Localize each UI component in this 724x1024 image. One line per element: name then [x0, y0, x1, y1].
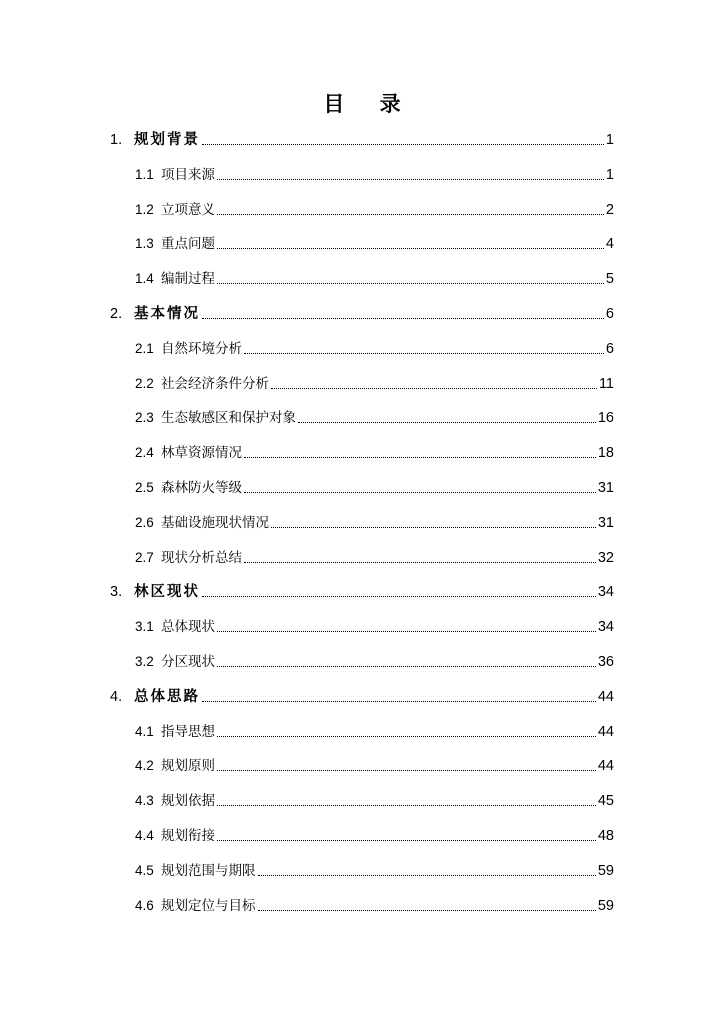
toc-section-entry[interactable] [135, 722, 614, 742]
toc-entry-title: 总体现状 [161, 619, 215, 636]
toc-entry-page-number: 18 [597, 445, 614, 462]
toc-entry-title: 立项意义 [161, 201, 215, 218]
toc-entry-title: 规划范围与期限 [161, 862, 256, 879]
toc-entry-title: 规划定位与目标 [161, 897, 256, 914]
toc-dot-leader [217, 770, 596, 771]
toc-entry-title: 森林防火等级 [161, 480, 242, 496]
toc-entry-number: 4.5 [135, 862, 154, 878]
toc-entry-page-number: 34 [597, 584, 614, 601]
toc-dot-leader [271, 527, 596, 528]
toc-dot-leader [217, 214, 604, 215]
toc-entry-number: 2. [110, 306, 123, 322]
toc-entry-page-number: 44 [597, 723, 614, 740]
toc-dot-leader [217, 283, 604, 284]
toc-entry-page-number: 2 [605, 201, 614, 218]
toc-section-entry[interactable] [135, 443, 614, 463]
toc-entry-number: 1.1 [135, 166, 154, 182]
toc-dot-leader [217, 840, 596, 841]
toc-entry-page-number: 16 [597, 410, 614, 427]
toc-dot-leader [244, 457, 596, 458]
toc-entry-number: 1. [110, 132, 123, 148]
toc-entry-title: 规划背景 [134, 132, 200, 148]
toc-entry-number: 1.3 [135, 236, 154, 252]
toc-section-entry[interactable] [135, 339, 614, 359]
toc-chapter-entry[interactable] [110, 687, 614, 707]
toc-entry-number: 4.2 [135, 758, 154, 774]
toc-entry-page-number: 34 [597, 619, 614, 636]
toc-section-entry[interactable] [135, 478, 614, 498]
toc-entry-number: 2.7 [135, 549, 154, 565]
toc-entry-title: 基础设施现状情况 [161, 514, 269, 531]
toc-section-entry[interactable] [135, 269, 614, 289]
toc-entry-title: 林草资源情况 [161, 445, 242, 462]
toc-entry-page-number: 59 [597, 862, 614, 879]
toc-chapter-entry[interactable] [110, 582, 614, 602]
toc-dot-leader [244, 492, 596, 493]
toc-section-entry[interactable] [135, 165, 614, 185]
toc-chapter-entry[interactable] [110, 130, 614, 150]
toc-entry-page-number: 44 [597, 688, 614, 705]
toc-entry-title: 现状分析总结 [161, 549, 242, 566]
toc-entry-page-number: 44 [597, 758, 614, 775]
toc-entry-number: 3. [110, 584, 123, 601]
toc-section-entry[interactable] [135, 826, 614, 846]
toc-entry-title: 规划原则 [161, 758, 215, 775]
toc-dot-leader [202, 701, 596, 702]
toc-chapter-entry[interactable] [110, 304, 614, 324]
toc-dot-leader [202, 596, 596, 597]
toc-entry-page-number: 6 [605, 306, 614, 322]
toc-entry-number: 1.4 [135, 271, 154, 287]
toc-dot-leader [202, 144, 604, 145]
toc-entry-page-number: 11 [598, 375, 614, 392]
toc-section-entry[interactable] [135, 652, 614, 672]
toc-entry-number: 4.6 [135, 897, 154, 913]
toc-entry-number: 2.4 [135, 445, 154, 461]
toc-section-entry[interactable] [135, 374, 614, 394]
toc-section-entry[interactable] [135, 548, 614, 568]
toc-entry-number: 4.1 [135, 723, 154, 739]
toc-section-entry[interactable] [135, 791, 614, 811]
toc-entry-number: 2.3 [135, 410, 154, 426]
toc-section-entry[interactable] [135, 861, 614, 881]
toc-entry-page-number: 1 [605, 132, 614, 148]
toc-entry-title: 生态敏感区和保护对象 [161, 410, 296, 427]
toc-entry-number: 3.2 [135, 654, 154, 669]
toc-entry-page-number: 59 [597, 897, 614, 914]
toc-section-entry[interactable] [135, 896, 614, 916]
toc-entry-number: 2.5 [135, 480, 154, 495]
toc-section-entry[interactable] [135, 408, 614, 428]
toc-dot-leader [298, 422, 596, 423]
toc-entry-page-number: 45 [597, 793, 614, 810]
toc-entry-number: 4. [110, 688, 123, 705]
toc-entry-page-number: 36 [597, 654, 614, 670]
toc-entry-title: 社会经济条件分析 [161, 375, 269, 392]
toc-dot-leader [244, 353, 604, 354]
toc-dot-leader [244, 562, 596, 563]
toc-entry-title: 规划衔接 [161, 828, 215, 844]
toc-entry-title: 自然环境分析 [161, 340, 242, 357]
toc-dot-leader [217, 805, 596, 806]
toc-dot-leader [258, 910, 596, 911]
toc-entry-number: 4.4 [135, 828, 154, 843]
toc-entry-title: 项目来源 [161, 166, 215, 183]
toc-dot-leader [258, 875, 596, 876]
toc-entry-title: 规划依据 [161, 793, 215, 810]
toc-entry-number: 2.6 [135, 514, 154, 530]
toc-entry-number: 1.2 [135, 201, 154, 217]
toc-dot-leader [217, 631, 596, 632]
toc-entry-title: 基本情况 [134, 306, 200, 322]
toc-entry-title: 林区现状 [134, 584, 200, 601]
toc-dot-leader [217, 248, 604, 249]
toc-entry-title: 编制过程 [161, 271, 215, 288]
toc-entry-page-number: 4 [605, 236, 614, 253]
toc-entry-number: 2.2 [135, 375, 154, 391]
toc-entry-page-number: 31 [597, 514, 614, 531]
toc-section-entry[interactable] [135, 234, 614, 254]
toc-entry-number: 2.1 [135, 340, 154, 356]
toc-dot-leader [217, 666, 596, 667]
toc-dot-leader [217, 736, 596, 737]
toc-entry-title: 总体思路 [134, 688, 200, 705]
toc-entry-title: 分区现状 [161, 654, 215, 670]
toc-entry-page-number: 5 [605, 271, 614, 288]
toc-entry-page-number: 32 [597, 549, 614, 566]
toc-entry-page-number: 6 [605, 340, 614, 357]
toc-entry-number: 3.1 [135, 619, 154, 635]
toc-entry-page-number: 31 [597, 480, 614, 496]
toc-section-entry[interactable] [135, 200, 614, 220]
toc-dot-leader [202, 318, 604, 319]
toc-title: 目 录 [323, 92, 415, 116]
toc-dot-leader [271, 388, 597, 389]
toc-entry-number: 4.3 [135, 793, 154, 809]
toc-section-entry[interactable] [135, 617, 614, 637]
toc-section-entry[interactable] [135, 513, 614, 533]
toc-entry-page-number: 1 [605, 166, 614, 183]
toc-entry-title: 指导思想 [161, 723, 215, 740]
toc-dot-leader [217, 179, 604, 180]
toc-section-entry[interactable] [135, 756, 614, 776]
toc-entry-page-number: 48 [597, 828, 614, 844]
toc-entry-title: 重点问题 [161, 236, 215, 253]
